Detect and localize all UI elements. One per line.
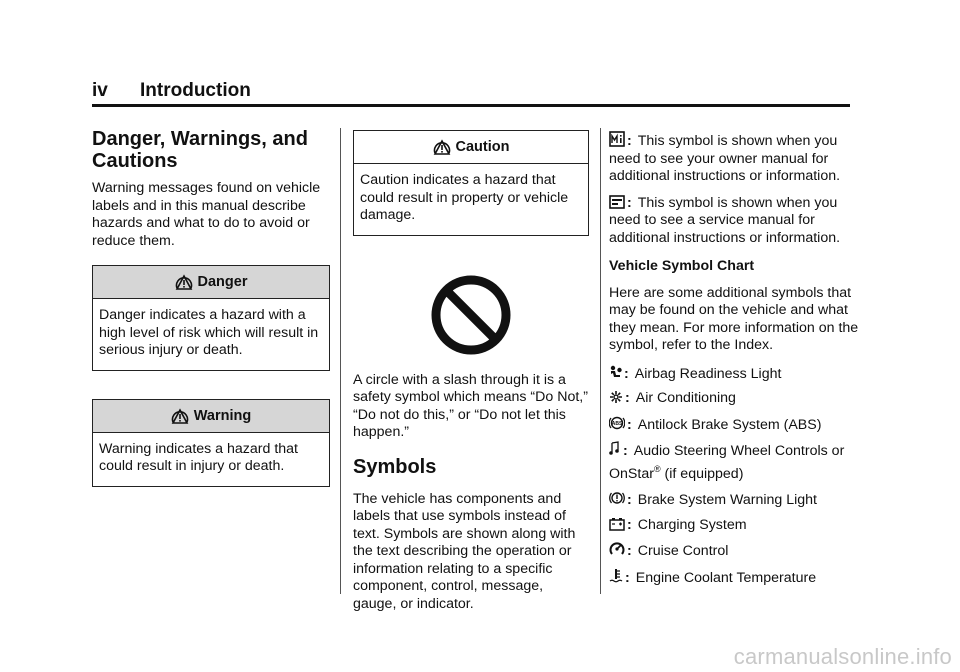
column-divider-left	[340, 128, 341, 594]
list-item	[609, 365, 859, 384]
warning-text: Warning indicates a hazard that could result in injury or death.	[99, 440, 298, 474]
service-manual-text: This symbol is shown when you need to see a service manual for additional instructions or information.	[609, 194, 841, 246]
item-label: Engine Coolant Temperature	[635, 569, 817, 586]
vehicle-symbol-chart-heading: Vehicle Symbol Chart	[609, 258, 755, 274]
list-item	[609, 568, 859, 588]
page-header	[92, 80, 850, 104]
symbol-list	[609, 365, 859, 588]
list-item	[609, 415, 859, 435]
item-colon: :	[624, 365, 629, 382]
service-manual-colon: :	[627, 194, 632, 211]
owner-manual-colon: :	[627, 133, 632, 149]
list-item	[609, 390, 859, 408]
item-label: Brake System Warning Light	[637, 492, 817, 508]
item-colon: :	[625, 390, 630, 406]
symbols-heading: Symbols	[353, 455, 437, 478]
header-rule	[92, 104, 850, 107]
list-item	[609, 490, 859, 510]
list-item	[609, 517, 859, 535]
warning-title: Warning	[193, 407, 252, 424]
column-divider-right	[600, 128, 601, 594]
item-label: Cruise Control	[637, 543, 729, 559]
warning-box-header	[93, 400, 329, 433]
item-colon: :	[625, 569, 630, 586]
vehicle-symbol-chart-intro: Here are some additional symbols that may be found on the vehicle and what they mean. For more information on the symbol, refer to the Index.	[609, 284, 859, 353]
danger-text: Danger indicates a hazard with a high level of risk which will result in serious injury or death.	[99, 307, 319, 358]
column-right	[609, 128, 859, 587]
item-label: Audio Steering Wheel Controls or OnStar	[609, 443, 845, 482]
section-heading-danger: Danger, Warnings, and Cautions	[92, 128, 308, 172]
warning-triangle-icon	[175, 273, 193, 291]
steering-audio-icon	[609, 441, 621, 457]
column-middle	[353, 128, 589, 613]
owner-manual-text: This symbol is shown when you need to see your owner manual for additional instructions or information.	[609, 133, 841, 184]
item-suffix: (if equipped)	[664, 465, 744, 482]
caution-title: Caution	[455, 139, 510, 155]
fan-icon	[609, 390, 623, 404]
item-label: Antilock Brake System (ABS)	[637, 416, 822, 433]
item-colon: :	[627, 543, 632, 559]
danger-box-header	[93, 266, 329, 299]
cruise-control-icon	[609, 541, 625, 557]
item-colon: :	[627, 492, 632, 508]
warning-intro: Warning messages found on vehicle labels and in this manual describe hazards and what to do to avoid or reduce them.	[92, 180, 321, 249]
list-item	[609, 441, 859, 483]
danger-box	[92, 265, 330, 371]
airbag-icon	[609, 365, 622, 380]
item-colon: :	[627, 416, 632, 433]
danger-title: Danger	[197, 274, 248, 290]
warning-triangle-icon	[171, 407, 189, 425]
coolant-temp-icon	[609, 568, 623, 584]
service-manual-para	[609, 195, 859, 248]
battery-icon	[609, 517, 625, 531]
registered-mark: ®	[653, 463, 661, 474]
circle-slash-icon	[430, 274, 512, 356]
section-title: Introduction	[140, 80, 251, 101]
item-label: Charging System	[637, 516, 747, 533]
service-manual-icon	[609, 195, 625, 209]
item-label: Air Conditioning	[635, 390, 736, 406]
column-left	[92, 128, 332, 487]
page-number: iv	[92, 80, 108, 101]
symbols-text: The vehicle has components and labels that use symbols instead of text. Symbols are shown along with the text describing the operation or information relating to a specific component, control, message, gauge, or indicator.	[353, 490, 576, 612]
item-colon: :	[623, 443, 628, 459]
circle-slash-text: A circle with a slash through it is a safety symbol which means “Do Not,” “Do not do this,” or “Do not let this happen.”	[353, 371, 588, 440]
svg-text:ABS: ABS	[611, 420, 623, 427]
caution-text: Caution indicates a hazard that could result in property or vehicle damage.	[360, 172, 569, 223]
item-colon: :	[627, 516, 632, 533]
warning-box	[92, 399, 330, 487]
item-label: Airbag Readiness Light	[634, 365, 782, 382]
brake-warning-icon	[609, 490, 625, 506]
owner-manual-icon	[609, 131, 625, 147]
watermark: carmanualsonline.info	[733, 644, 952, 669]
caution-box-header	[354, 131, 588, 164]
owner-manual-para	[609, 131, 859, 186]
abs-icon	[609, 415, 625, 431]
list-item	[609, 541, 859, 561]
caution-box	[353, 130, 589, 236]
circle-slash-figure	[353, 274, 589, 370]
warning-triangle-icon	[433, 138, 451, 156]
